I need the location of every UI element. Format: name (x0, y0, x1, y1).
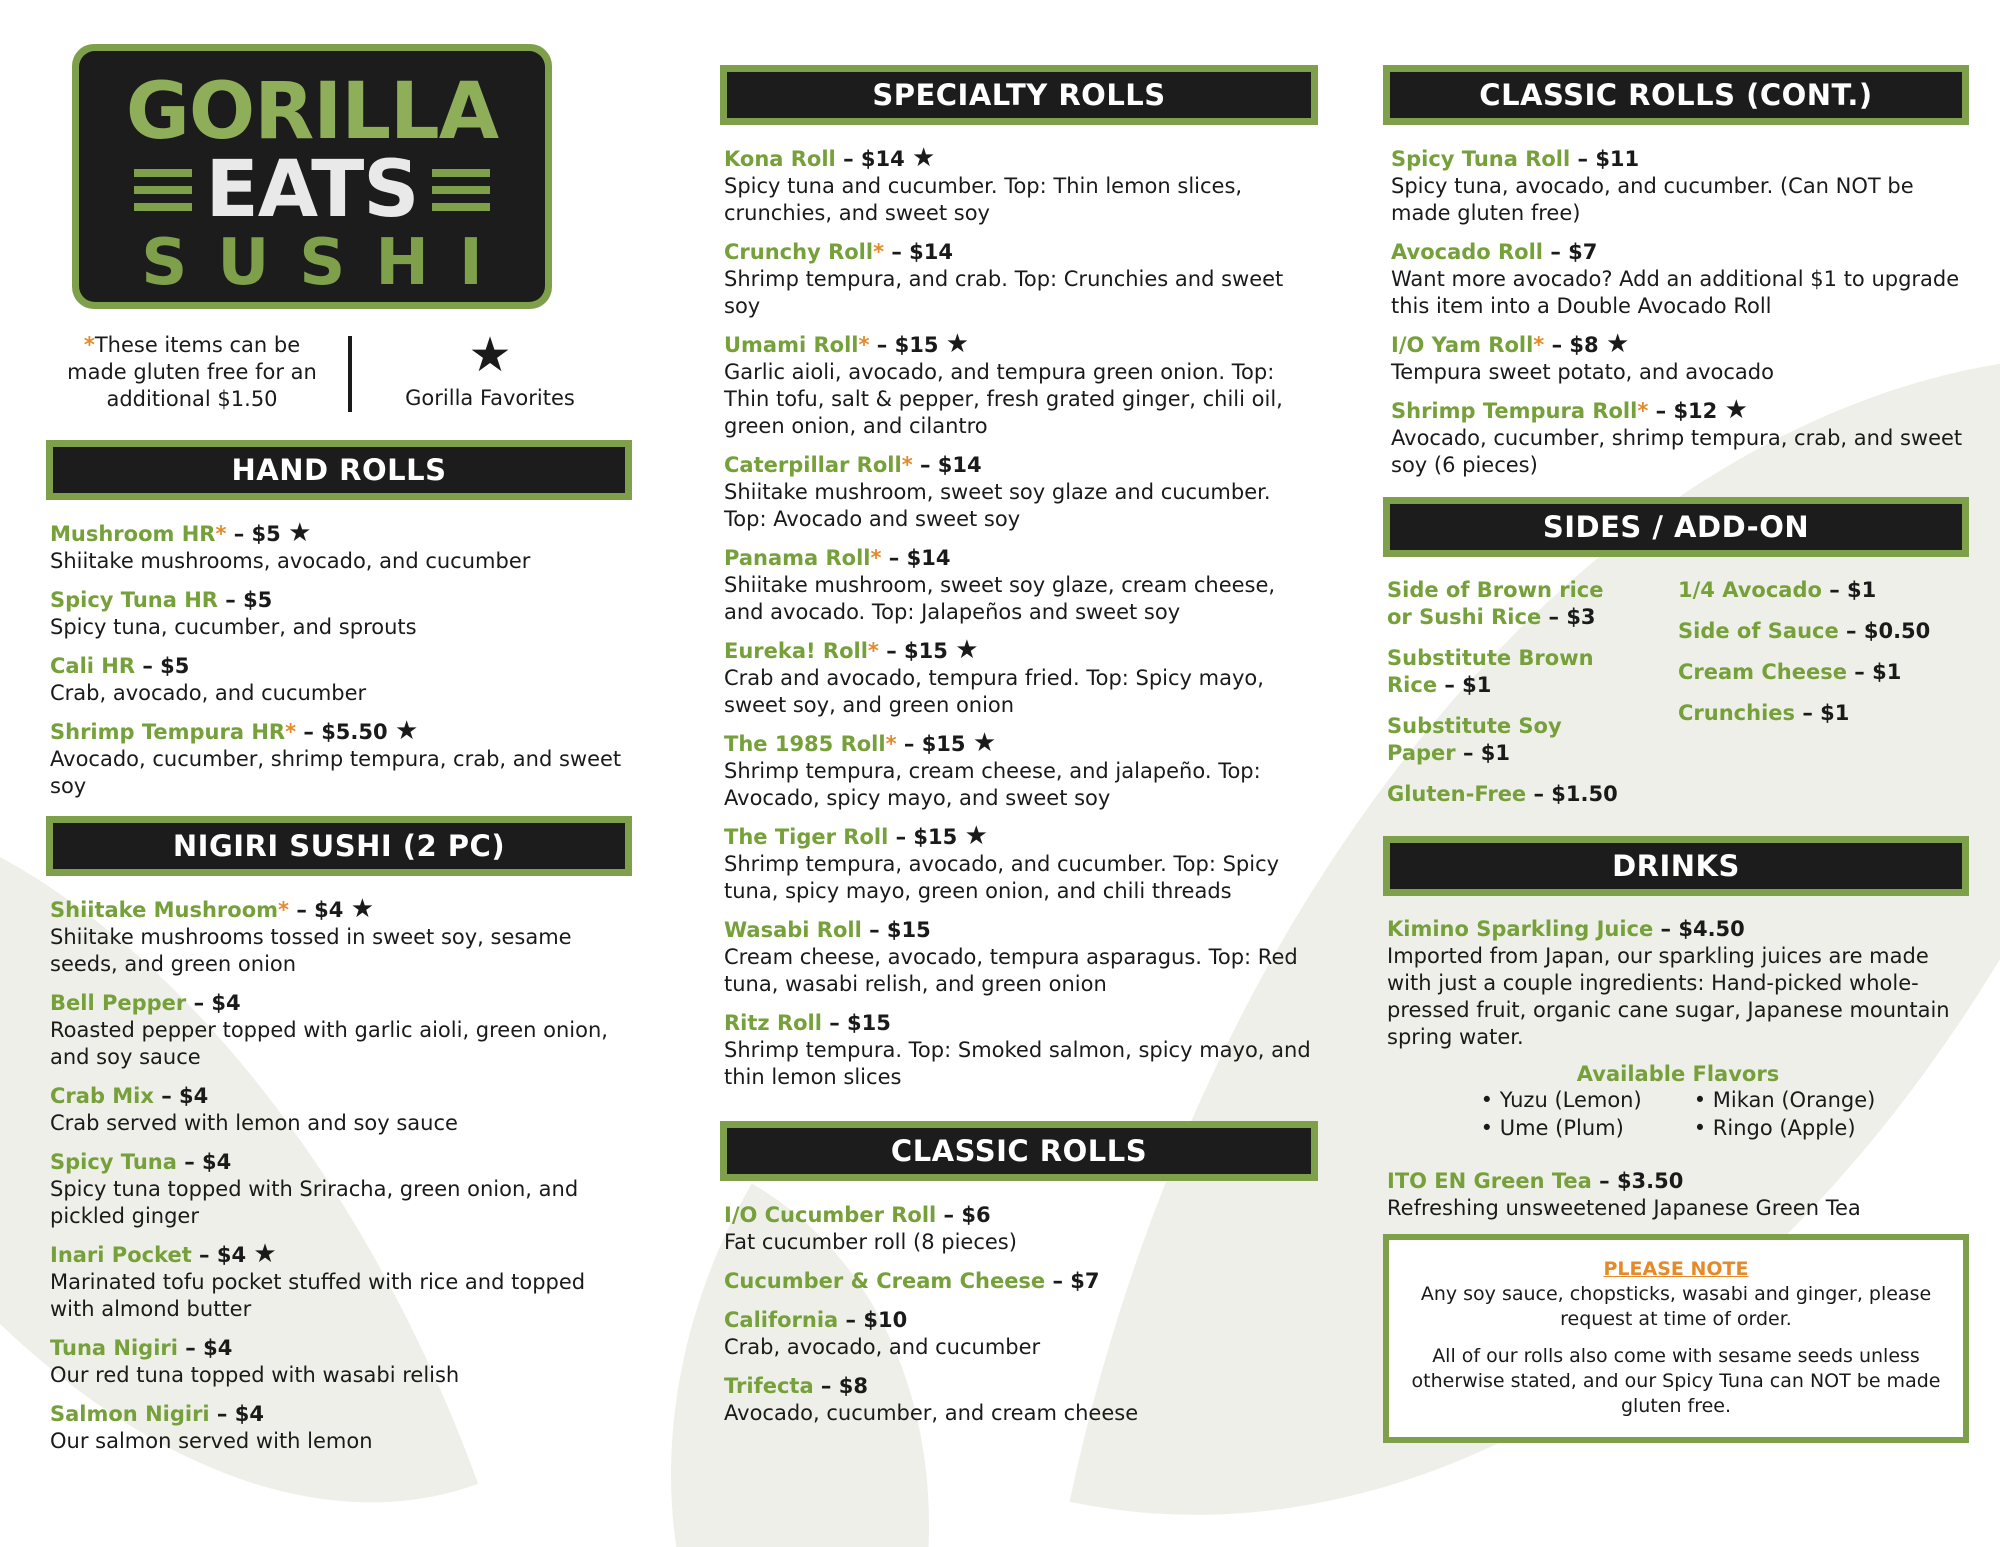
gluten-free-legend-text: These items can be made gluten free for an additional $1.50 (67, 333, 317, 411)
item-description: Shrimp tempura, avocado, and cucumber. Top: Spicy tuna, spicy mayo, green onion, and chili threads (724, 852, 1280, 903)
item-description: Avocado, cucumber, shrimp tempura, crab, and sweet soy (50, 747, 622, 798)
item-description: Want more avocado? Add an additional $1 to upgrade this item into a Double Avocado Roll (1391, 267, 1960, 318)
item-description: Shiitake mushrooms tossed in sweet soy, sesame seeds, and green onion (50, 925, 572, 976)
menu-item (1391, 145, 1969, 227)
hand-rolls-title: HAND ROLLS (53, 447, 625, 493)
item-description: Shrimp tempura, cream cheese, and jalapeño. Top: Avocado, spicy mayo, and sweet soy (724, 759, 1261, 810)
menu-item (1391, 331, 1969, 386)
logo-line-gorilla: GORILLA (125, 67, 499, 157)
logo-stripes-left (134, 169, 192, 211)
item-description: Spicy tuna topped with Sriracha, green onion, and pickled ginger (50, 1177, 579, 1228)
nigiri-list (46, 896, 632, 1455)
item-price: – $3 (1541, 605, 1596, 629)
menu-item (50, 896, 632, 978)
item-name: Wasabi Roll (724, 918, 862, 942)
item-price: – $4 (153, 1084, 209, 1108)
item-description: Roasted pepper topped with garlic aioli, green onion, and soy sauce (50, 1018, 608, 1069)
item-price: – $5 (135, 654, 190, 678)
item-price: – $1 (1455, 741, 1510, 765)
menu-item (724, 823, 1318, 905)
item-name: Crunchy Roll (724, 240, 874, 264)
please-note-box (1383, 1234, 1969, 1443)
item-name: 1/4 Avocado (1678, 578, 1822, 602)
item-price: – $10 (838, 1308, 908, 1332)
flavors-right (1694, 1086, 1876, 1142)
menu-item (724, 238, 1318, 320)
gluten-free-asterisk: * (885, 732, 897, 756)
menu-item (724, 1267, 1318, 1295)
item-name: Side of Sauce (1678, 619, 1839, 643)
gluten-free-asterisk: * (901, 453, 913, 477)
item-name: ITO EN Green Tea (1387, 1169, 1592, 1193)
side-item (1387, 781, 1678, 808)
logo-line-eats: EATS (205, 145, 419, 235)
flavor-item: • Mikan (Orange) (1693, 1088, 1876, 1112)
item-price: – $5.50 (296, 720, 388, 744)
menu-item (724, 544, 1318, 626)
item-name: Shrimp Tempura Roll (1391, 399, 1638, 423)
item-description: Cream cheese, avocado, tempura asparagus. Top: Red tuna, wasabi relish, and green onion (724, 945, 1298, 996)
gluten-free-asterisk: * (215, 522, 227, 546)
menu-item (50, 1334, 632, 1389)
item-description: Spicy tuna, avocado, and cucumber. (Can NOT be made gluten free) (1391, 174, 1914, 225)
specialty-rolls-list (720, 145, 1318, 1091)
menu-item (1391, 397, 1969, 479)
item-price: – $14 (884, 240, 954, 264)
favorites-legend (390, 327, 590, 410)
item-name: Cucumber & Cream Cheese (724, 1269, 1046, 1293)
specialty-rolls-header (720, 65, 1318, 125)
item-price: – $0.50 (1838, 619, 1931, 643)
item-price: – $5 (226, 522, 281, 546)
gluten-free-asterisk: * (1533, 333, 1545, 357)
favorite-star-icon: ★ (972, 728, 997, 758)
item-price: – $4 (177, 1336, 233, 1360)
menu-item (50, 1400, 632, 1455)
item-price: – $4 (289, 898, 344, 922)
gluten-free-legend (60, 332, 324, 413)
item-name: I/O Cucumber Roll (724, 1203, 937, 1227)
item-price: – $15 (878, 639, 948, 663)
item-price: – $4.50 (1653, 917, 1745, 941)
item-description: Imported from Japan, our sparkling juices are made with just a couple ingredients: Hand-picked whole-pressed fruit, organic cane sugar, Japanese mountain spring water. (1387, 944, 1950, 1049)
classic-rolls-header (720, 1121, 1318, 1181)
item-description: Shrimp tempura. Top: Smoked salmon, spicy mayo, and thin lemon slices (724, 1038, 1311, 1089)
item-description: Spicy tuna, cucumber, and sprouts (50, 615, 417, 639)
item-name: Shrimp Tempura HR (50, 720, 286, 744)
favorite-star-icon: ★ (1605, 329, 1630, 359)
side-item (1678, 659, 1969, 686)
item-price: – $4 (176, 1150, 232, 1174)
item-description: Our red tuna topped with wasabi relish (50, 1363, 460, 1387)
gorilla-eats-sushi-logo (72, 44, 552, 309)
note-text-2: All of our rolls also come with sesame seeds unless otherwise stated, and our Spicy Tuna can NOT be made gluten free. (1411, 1345, 1941, 1417)
favorite-star-icon: ★ (955, 635, 979, 665)
item-price: – $7 (1045, 1269, 1100, 1293)
flavors-title: Available Flavors (1576, 1062, 1780, 1086)
logo-line-sushi: SUSHI (141, 226, 513, 300)
legend-divider (348, 336, 352, 412)
item-name: Avocado Roll (1391, 240, 1544, 264)
item-price: – $3.50 (1591, 1169, 1684, 1193)
item-description: Crab, avocado, and cucumber (50, 681, 367, 705)
item-description: Garlic aioli, avocado, and tempura green onion. Top: Thin tofu, salt & pepper, fresh grated ginger, chili oil, green onion, and cilantro (724, 360, 1283, 438)
menu-item (50, 520, 632, 575)
menu-item (724, 331, 1318, 440)
gluten-free-asterisk: * (858, 333, 870, 357)
item-price: – $1 (1846, 660, 1902, 684)
item-price: – $14 (835, 147, 905, 171)
gluten-free-asterisk: * (870, 546, 882, 570)
menu-item (50, 586, 632, 641)
item-price: – $4 (209, 1402, 264, 1426)
menu-item (724, 1201, 1318, 1256)
asterisk-icon: * (83, 333, 95, 357)
gluten-free-asterisk: * (867, 639, 879, 663)
item-name: I/O Yam Roll (1391, 333, 1534, 357)
right-column (1383, 65, 1969, 1443)
flavors-list (1387, 1086, 1969, 1142)
item-name: Substitute Brown Rice (1387, 646, 1594, 697)
drinks-title: DRINKS (1390, 843, 1962, 889)
item-name: Spicy Tuna Roll (1391, 147, 1571, 171)
item-price: – $5 (217, 588, 273, 612)
flavor-item: • Ume (Plum) (1480, 1116, 1624, 1140)
favorite-star-icon: ★ (253, 1239, 277, 1269)
item-price: – $1 (1437, 673, 1492, 697)
menu-item (724, 730, 1318, 812)
item-name: Eureka! Roll (724, 639, 868, 663)
note-title: PLEASE NOTE (1603, 1258, 1749, 1280)
menu-item (50, 652, 632, 707)
item-name: Shiitake Mushroom (50, 898, 279, 922)
item-price: – $1.50 (1526, 782, 1618, 806)
nigiri-header (46, 816, 632, 876)
flavors-left (1481, 1086, 1642, 1142)
menu-item (50, 1082, 632, 1137)
gluten-free-asterisk: * (278, 898, 290, 922)
classic-rolls-cont-list (1383, 145, 1969, 479)
menu-item (724, 1372, 1318, 1427)
menu-item (724, 451, 1318, 533)
item-description: Refreshing unsweetened Japanese Green Tea (1387, 1196, 1861, 1220)
hand-rolls-list (46, 520, 632, 800)
side-item (1678, 700, 1969, 727)
menu-item (50, 1241, 632, 1323)
item-price: – $1 (1795, 701, 1850, 725)
drink-item-kimino (1387, 916, 1969, 1051)
item-name: Spicy Tuna (50, 1150, 177, 1174)
star-icon: ★ (468, 327, 512, 383)
item-price: – $8 (813, 1374, 868, 1398)
favorite-star-icon: ★ (350, 894, 374, 924)
classic-rolls-title: CLASSIC ROLLS (727, 1128, 1311, 1174)
item-price: – $15 (896, 732, 966, 756)
item-description: Shrimp tempura, and crab. Top: Crunchies and sweet soy (724, 267, 1284, 318)
favorite-star-icon: ★ (1724, 395, 1748, 425)
gluten-free-asterisk: * (1637, 399, 1649, 423)
item-price: – $14 (912, 453, 982, 477)
sides-left-column (1387, 577, 1678, 822)
side-item (1678, 577, 1969, 604)
favorite-star-icon: ★ (394, 716, 419, 746)
item-price: – $15 (821, 1011, 891, 1035)
item-name: Tuna Nigiri (50, 1336, 178, 1360)
favorite-star-icon: ★ (912, 143, 936, 173)
logo-stripes-right (432, 169, 490, 211)
gluten-free-asterisk: * (285, 720, 297, 744)
item-description: Our salmon served with lemon (50, 1429, 373, 1453)
item-name: Inari Pocket (50, 1243, 192, 1267)
left-column (46, 440, 632, 1466)
item-description: Shiitake mushroom, sweet soy glaze and cucumber. Top: Avocado and sweet soy (724, 480, 1271, 531)
item-description: Avocado, cucumber, shrimp tempura, crab, and sweet soy (6 pieces) (1391, 426, 1963, 477)
item-name: Mushroom HR (50, 522, 216, 546)
side-item (1387, 713, 1678, 767)
item-description: Tempura sweet potato, and avocado (1391, 360, 1774, 384)
menu-item (724, 637, 1318, 719)
item-description: Crab served with lemon and soy sauce (50, 1111, 458, 1135)
item-price: – $15 (869, 333, 939, 357)
sides-right-column (1678, 577, 1969, 822)
sides-title: SIDES / ADD-ON (1390, 504, 1962, 550)
item-price: – $6 (936, 1203, 991, 1227)
menu-item (50, 989, 632, 1071)
item-price: – $8 (1544, 333, 1599, 357)
item-description: Fat cucumber roll (8 pieces) (724, 1230, 1017, 1254)
drink-item-green-tea (1387, 1168, 1969, 1222)
menu-item (50, 1148, 632, 1230)
gluten-free-asterisk: * (873, 240, 885, 264)
item-price: – $1 (1821, 578, 1877, 602)
item-name: Cali HR (50, 654, 136, 678)
item-name: Bell Pepper (50, 991, 187, 1015)
classic-rolls-list (720, 1201, 1318, 1427)
flavor-item: • Yuzu (Lemon) (1480, 1088, 1642, 1112)
item-price: – $11 (1570, 147, 1640, 171)
item-name: Panama Roll (724, 546, 871, 570)
item-description: Shiitake mushroom, sweet soy glaze, cream cheese, and avocado. Top: Jalapeños and sweet soy (724, 573, 1276, 624)
logo-inner (79, 51, 545, 302)
item-name: Umami Roll (724, 333, 859, 357)
item-price: – $15 (861, 918, 931, 942)
item-name: Cream Cheese (1678, 660, 1847, 684)
item-name: Salmon Nigiri (50, 1402, 210, 1426)
drinks-list (1383, 916, 1969, 1222)
nigiri-title: NIGIRI SUSHI (2 PC) (53, 823, 625, 869)
item-description: Spicy tuna and cucumber. Top: Thin lemon slices, crunchies, and sweet soy (724, 174, 1243, 225)
item-description: Marinated tofu pocket stuffed with rice and topped with almond butter (50, 1270, 586, 1321)
item-price: – $7 (1543, 240, 1598, 264)
item-price: – $4 (191, 1243, 247, 1267)
item-name: Substitute Soy Paper (1387, 714, 1562, 765)
item-name: Kona Roll (724, 147, 836, 171)
sides-header (1383, 497, 1969, 557)
sides-list (1383, 577, 1969, 822)
classic-rolls-cont-title: CLASSIC ROLLS (CONT.) (1390, 72, 1962, 118)
item-name: The Tiger Roll (724, 825, 889, 849)
item-name: Kimino Sparkling Juice (1387, 917, 1654, 941)
item-name: Gluten-Free (1387, 782, 1527, 806)
item-price: – $12 (1648, 399, 1718, 423)
item-name: Crunchies (1678, 701, 1796, 725)
drinks-header (1383, 836, 1969, 896)
side-item (1387, 645, 1678, 699)
favorite-star-icon: ★ (964, 821, 988, 851)
flavor-item: • Ringo (Apple) (1693, 1116, 1856, 1140)
item-price: – $14 (881, 546, 951, 570)
item-description: Crab, avocado, and cucumber (724, 1335, 1041, 1359)
menu-item (724, 916, 1318, 998)
item-name: Caterpillar Roll (724, 453, 902, 477)
menu-item (724, 1009, 1318, 1091)
legend (60, 327, 600, 415)
specialty-rolls-title: SPECIALTY ROLLS (727, 72, 1311, 118)
menu-item (50, 718, 632, 800)
item-description: Avocado, cucumber, and cream cheese (724, 1401, 1139, 1425)
menu-item (724, 145, 1318, 227)
favorites-legend-label: Gorilla Favorites (405, 386, 575, 410)
favorite-star-icon: ★ (288, 518, 312, 548)
logo-eats-row (79, 145, 545, 235)
item-name: Ritz Roll (724, 1011, 822, 1035)
item-name: The 1985 Roll (724, 732, 886, 756)
item-description: Shiitake mushrooms, avocado, and cucumber (50, 549, 531, 573)
menu-item (1391, 238, 1969, 320)
item-price: – $4 (186, 991, 241, 1015)
item-price: – $15 (888, 825, 958, 849)
item-name: California (724, 1308, 839, 1332)
item-name: Spicy Tuna HR (50, 588, 218, 612)
side-item (1678, 618, 1969, 645)
middle-column (720, 65, 1318, 1438)
item-name: Side of Brown rice or Sushi Rice (1387, 578, 1604, 629)
item-name: Crab Mix (50, 1084, 154, 1108)
menu-item (724, 1306, 1318, 1361)
classic-rolls-cont-header (1383, 65, 1969, 125)
note-text-1: Any soy sauce, chopsticks, wasabi and ginger, please request at time of order. (1420, 1283, 1932, 1330)
item-description: Crab and avocado, tempura fried. Top: Spicy mayo, sweet soy, and green onion (724, 666, 1264, 717)
hand-rolls-header (46, 440, 632, 500)
favorite-star-icon: ★ (945, 329, 970, 359)
side-item (1387, 577, 1678, 631)
item-name: Trifecta (724, 1374, 814, 1398)
